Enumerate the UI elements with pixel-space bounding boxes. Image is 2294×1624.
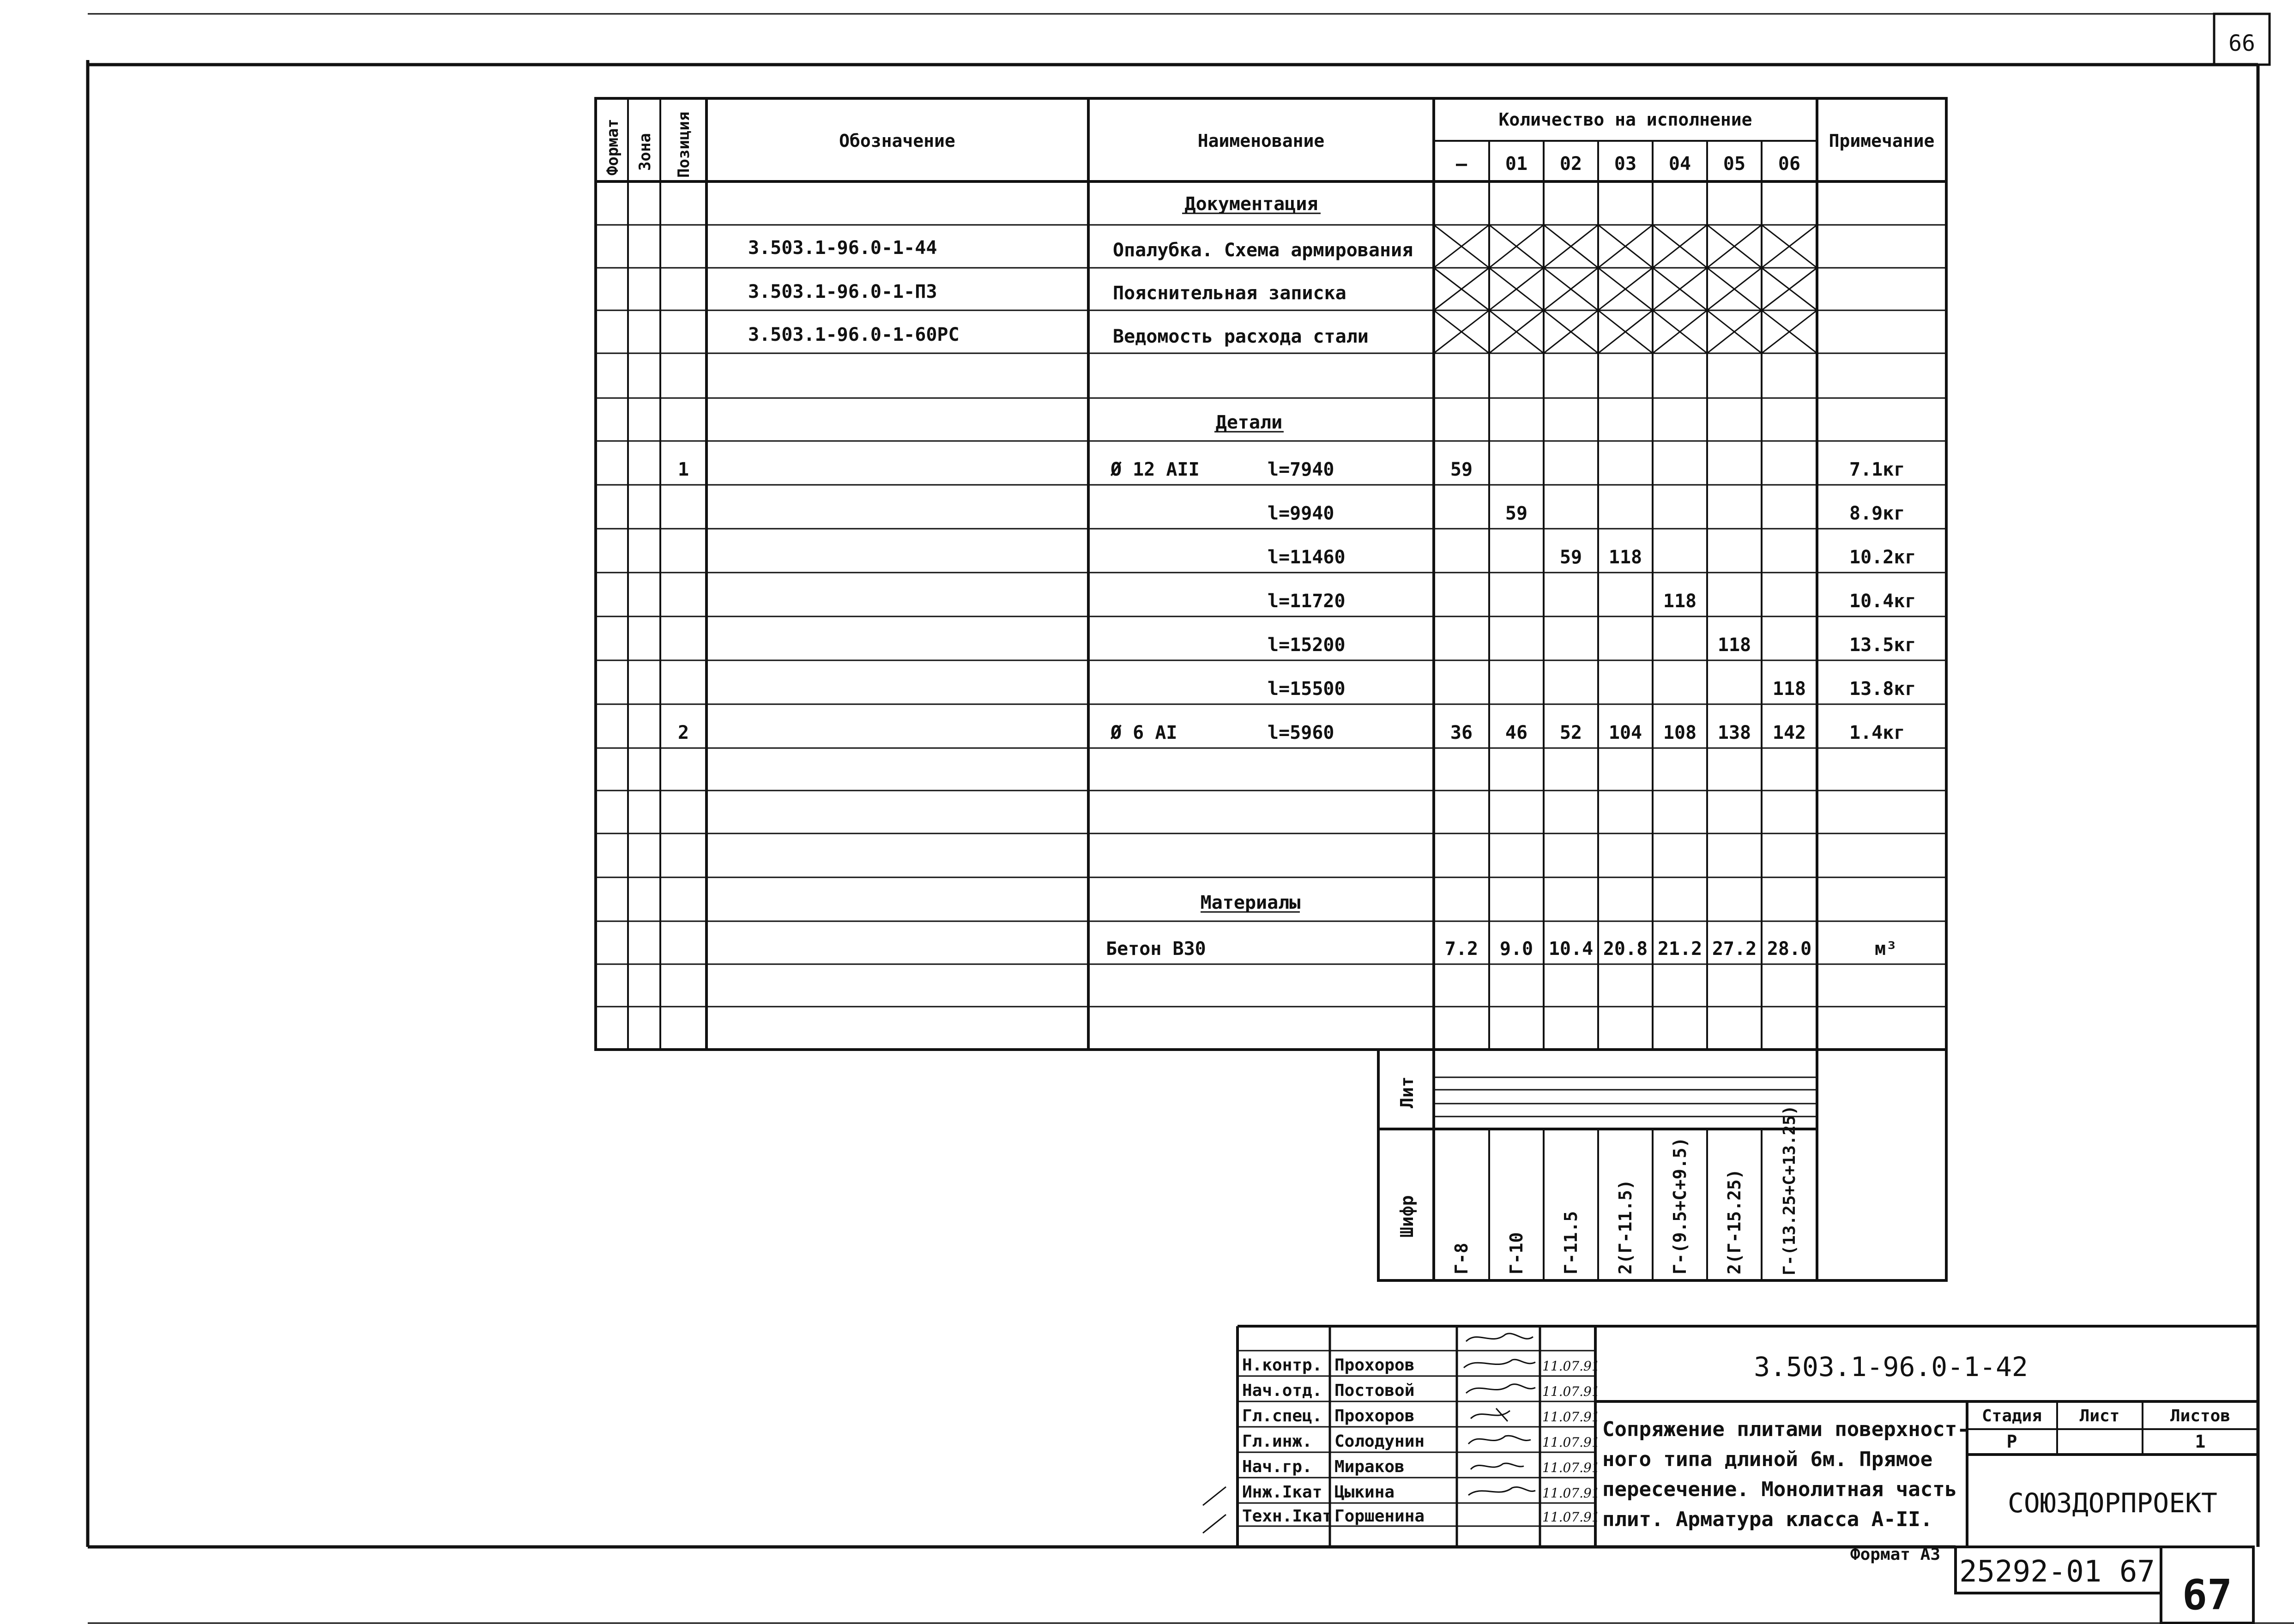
doc-designation: 3.503.1-96.0-1-44	[748, 237, 937, 259]
bar-length: l=11460	[1268, 547, 1346, 568]
page-number-top: 66	[2228, 30, 2255, 56]
title-line: ного типа длиной 6м. Прямое	[1602, 1448, 1933, 1471]
unit-note: м³	[1875, 938, 1897, 960]
format-label: Формат A3	[1850, 1545, 1940, 1564]
mass-note: 7.1кг	[1849, 459, 1905, 480]
variant-05: 05	[1723, 153, 1746, 175]
title-line: плит. Арматура класса А-II.	[1602, 1508, 1933, 1531]
details-rows	[678, 459, 1916, 743]
archive-number: 25292-01 67	[1959, 1555, 2155, 1589]
position-number: 1	[677, 459, 689, 480]
signer-name: Постовой	[1334, 1381, 1415, 1400]
bar-length: l=15200	[1268, 634, 1346, 656]
variant-01: 01	[1505, 153, 1528, 175]
mass-note: 1.4кг	[1849, 722, 1905, 743]
cipher-value: 2(Г-11.5)	[1615, 1179, 1636, 1274]
qty-cell: 59	[1559, 547, 1582, 568]
qty-cell: 46	[1505, 722, 1528, 743]
cipher-value: Г-8	[1451, 1243, 1472, 1274]
material-name: Бетон В30	[1106, 938, 1206, 960]
signer-role: Нач.отд.	[1242, 1381, 1322, 1400]
mass-note: 13.5кг	[1849, 634, 1916, 656]
title-line: пересечение. Монолитная часть	[1602, 1478, 1957, 1501]
cipher-values	[1451, 1105, 1799, 1275]
qty-cell: 104	[1608, 722, 1642, 743]
header-zone: Зона	[636, 133, 654, 171]
sheets-value: 1	[2195, 1431, 2206, 1452]
qty-cell: 28.0	[1767, 938, 1812, 960]
section-details: Детали	[1215, 412, 1283, 433]
qty-cell: 52	[1559, 722, 1582, 743]
qty-cell: 27.2	[1712, 938, 1757, 960]
bar-diameter: Ø 12 АII	[1111, 459, 1200, 480]
signer-date: 11.07.91	[1542, 1358, 1600, 1374]
signer-date: 11.07.91	[1542, 1384, 1600, 1399]
signer-role: Инж.Iкат	[1242, 1483, 1322, 1502]
qty-cell: 7.2	[1444, 938, 1479, 960]
doc-designation: 3.503.1-96.0-1-60РС	[748, 324, 960, 345]
signer-name: Цыкина	[1334, 1483, 1395, 1502]
signer-role: Гл.спец.	[1242, 1407, 1322, 1425]
signer-role: Техн.Iкат.	[1242, 1507, 1342, 1526]
variant-06: 06	[1778, 153, 1801, 175]
section-materials: Материалы	[1200, 892, 1301, 913]
signer-name: Горшенина	[1334, 1507, 1425, 1526]
bar-length: l=15500	[1268, 678, 1346, 700]
variant-04: 04	[1668, 153, 1691, 175]
title-line: Сопряжение плитами поверхност-	[1602, 1418, 1969, 1441]
signer-date: 11.07.91	[1542, 1509, 1600, 1525]
doc-name: Ведомость расхода стали	[1113, 326, 1369, 347]
qty-cell: 9.0	[1499, 938, 1533, 960]
signer-name: Прохоров	[1334, 1356, 1415, 1375]
header-name: Наименование	[1197, 131, 1325, 151]
bar-diameter: Ø 6 АI	[1111, 722, 1177, 743]
mass-note: 10.2кг	[1849, 547, 1916, 568]
lit-label: Лит	[1397, 1076, 1417, 1108]
signer-date: 11.07.91	[1542, 1409, 1600, 1425]
qty-cell: 118	[1717, 634, 1751, 656]
bar-length: l=9940	[1268, 503, 1334, 524]
qty-cell: 118	[1608, 547, 1642, 568]
variant-base: —	[1455, 153, 1467, 175]
stage-value: Р	[2006, 1431, 2017, 1452]
qty-cell: 10.4	[1548, 938, 1594, 960]
qty-cell: 118	[1772, 678, 1806, 700]
bar-length: l=11720	[1268, 591, 1346, 612]
cipher-value: Г-11.5	[1561, 1211, 1581, 1274]
qty-cell: 118	[1663, 591, 1697, 612]
sheets-label: Листов	[2170, 1407, 2231, 1425]
qty-cell: 59	[1505, 503, 1528, 524]
variant-02: 02	[1559, 153, 1582, 175]
header-designation: Обозначение	[839, 131, 955, 151]
signers-table	[1242, 1356, 1600, 1526]
qty-cell: 20.8	[1603, 938, 1648, 960]
signer-date: 11.07.91	[1542, 1485, 1600, 1501]
signer-role: Нач.гр.	[1242, 1457, 1312, 1476]
signer-name: Солодунин	[1334, 1432, 1425, 1451]
qty-cell: 59	[1450, 459, 1473, 480]
section-documentation: Документация	[1184, 193, 1318, 215]
qty-cell: 142	[1772, 722, 1806, 743]
cipher-value: Г-10	[1506, 1232, 1527, 1274]
cipher-value: Г-(9.5+С+9.5)	[1670, 1137, 1690, 1274]
qty-cell: 108	[1663, 722, 1697, 743]
signer-date: 11.07.91	[1542, 1435, 1600, 1450]
header-position: Позиция	[675, 111, 693, 178]
bar-length: l=7940	[1268, 459, 1334, 480]
cipher-value: Г-(13.25+С+13.25)	[1780, 1105, 1799, 1275]
page-number-bottom: 67	[2182, 1571, 2233, 1619]
header-note: Примечание	[1829, 131, 1935, 151]
header-format: Формат	[604, 119, 622, 175]
mass-note: 10.4кг	[1849, 591, 1916, 612]
organization-name: СОЮЗДОРПРОЕКТ	[2008, 1487, 2217, 1519]
mass-note: 13.8кг	[1849, 678, 1916, 700]
doc-code: 3.503.1-96.0-1-42	[1754, 1351, 2028, 1383]
variant-03: 03	[1614, 153, 1637, 175]
position-number: 2	[677, 722, 689, 743]
signer-name: Мираков	[1334, 1457, 1405, 1476]
doc-designation: 3.503.1-96.0-1-ПЗ	[748, 281, 937, 302]
qty-cell: 36	[1450, 722, 1473, 743]
header-quantity-group: Количество на исполнение	[1498, 109, 1752, 130]
sheet-label: Лист	[2079, 1407, 2120, 1425]
signer-role: Н.контр.	[1242, 1356, 1322, 1375]
signer-name: Прохоров	[1334, 1407, 1415, 1425]
cipher-label: Шифр	[1397, 1195, 1417, 1238]
signer-role: Гл.инж.	[1242, 1432, 1312, 1451]
qty-cell: 21.2	[1657, 938, 1702, 960]
doc-name: Пояснительная записка	[1113, 283, 1346, 304]
cipher-value: 2(Г-15.25)	[1724, 1169, 1745, 1274]
stage-label: Стадия	[1981, 1407, 2042, 1425]
mass-note: 8.9кг	[1849, 503, 1905, 524]
signer-date: 11.07.91	[1542, 1460, 1600, 1475]
doc-name: Опалубка. Схема армирования	[1113, 240, 1413, 261]
materials-row	[1106, 938, 1897, 960]
bar-length: l=5960	[1268, 722, 1334, 743]
qty-cell: 138	[1717, 722, 1751, 743]
